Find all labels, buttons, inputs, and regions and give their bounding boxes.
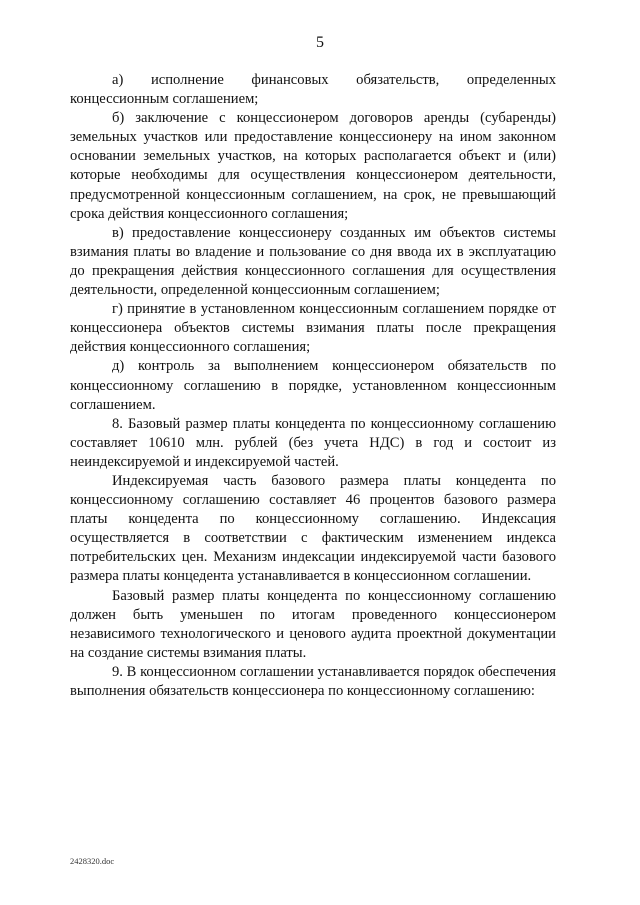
paragraph-b: б) заключение с концессионером договоров аренды (субаренды) земельных участков или предоставление концессионеру на ином законном основании земельных участков, на которых располагается объект и (или) которые необходимы для осуществления концессионером деятельности, предусмотренной концессионным соглашением, на срок, не превышающий срока действия концессионного соглашения;	[70, 110, 556, 222]
paragraph-d: д) контроль за выполнением концессионером обязательств по концессионному соглашению в порядке, установленном концессионным соглашением.	[70, 358, 556, 413]
footer-filename: 2428320.doc	[70, 856, 115, 866]
paragraph-indexation: Индексируемая часть базового размера платы концедента по концессионному соглашению составляет 46 процентов базового размера платы концедента по концессионному соглашению. Индексация осуществляется в соответствии с фактическим изменением индекса потребительских цен. Механизм индексации индексируемой части базового размера платы концедента устанавливается в концессионном соглашении.	[70, 472, 556, 585]
paragraph-g: г) принятие в установленном концессионным соглашением порядке от концессионера объектов системы взимания платы после прекращения действия концессионного соглашения;	[70, 301, 556, 356]
page-number: 5	[316, 34, 324, 51]
paragraph-8: 8. Базовый размер платы концедента по концессионному соглашению составляет 10610 млн. рублей (без учета НДС) в год и состоит из неиндексируемой и индексируемой частей.	[70, 415, 556, 470]
paragraph-a: а) исполнение финансовых обязательств, определенных концессионным соглашением;	[70, 72, 556, 108]
paragraph-v: в) предоставление концессионеру созданных им объектов системы взимания платы во владение и пользование со дня ввода их в эксплуатацию до прекращения действия концессионного соглашения для осуществления деятельности, определенной концессионным соглашением;	[70, 224, 556, 299]
paragraph-9: 9. В концессионном соглашении устанавливается порядок обеспечения выполнения обязательств концессионера по концессионному соглашению:	[70, 663, 556, 699]
paragraph-base-fee-reduction: Базовый размер платы концедента по концессионному соглашению должен быть уменьшен по итогам проведенного концессионером независимого технологического и ценового аудита проектной документации на создание системы взимания платы.	[70, 587, 556, 661]
document-body	[70, 71, 556, 701]
